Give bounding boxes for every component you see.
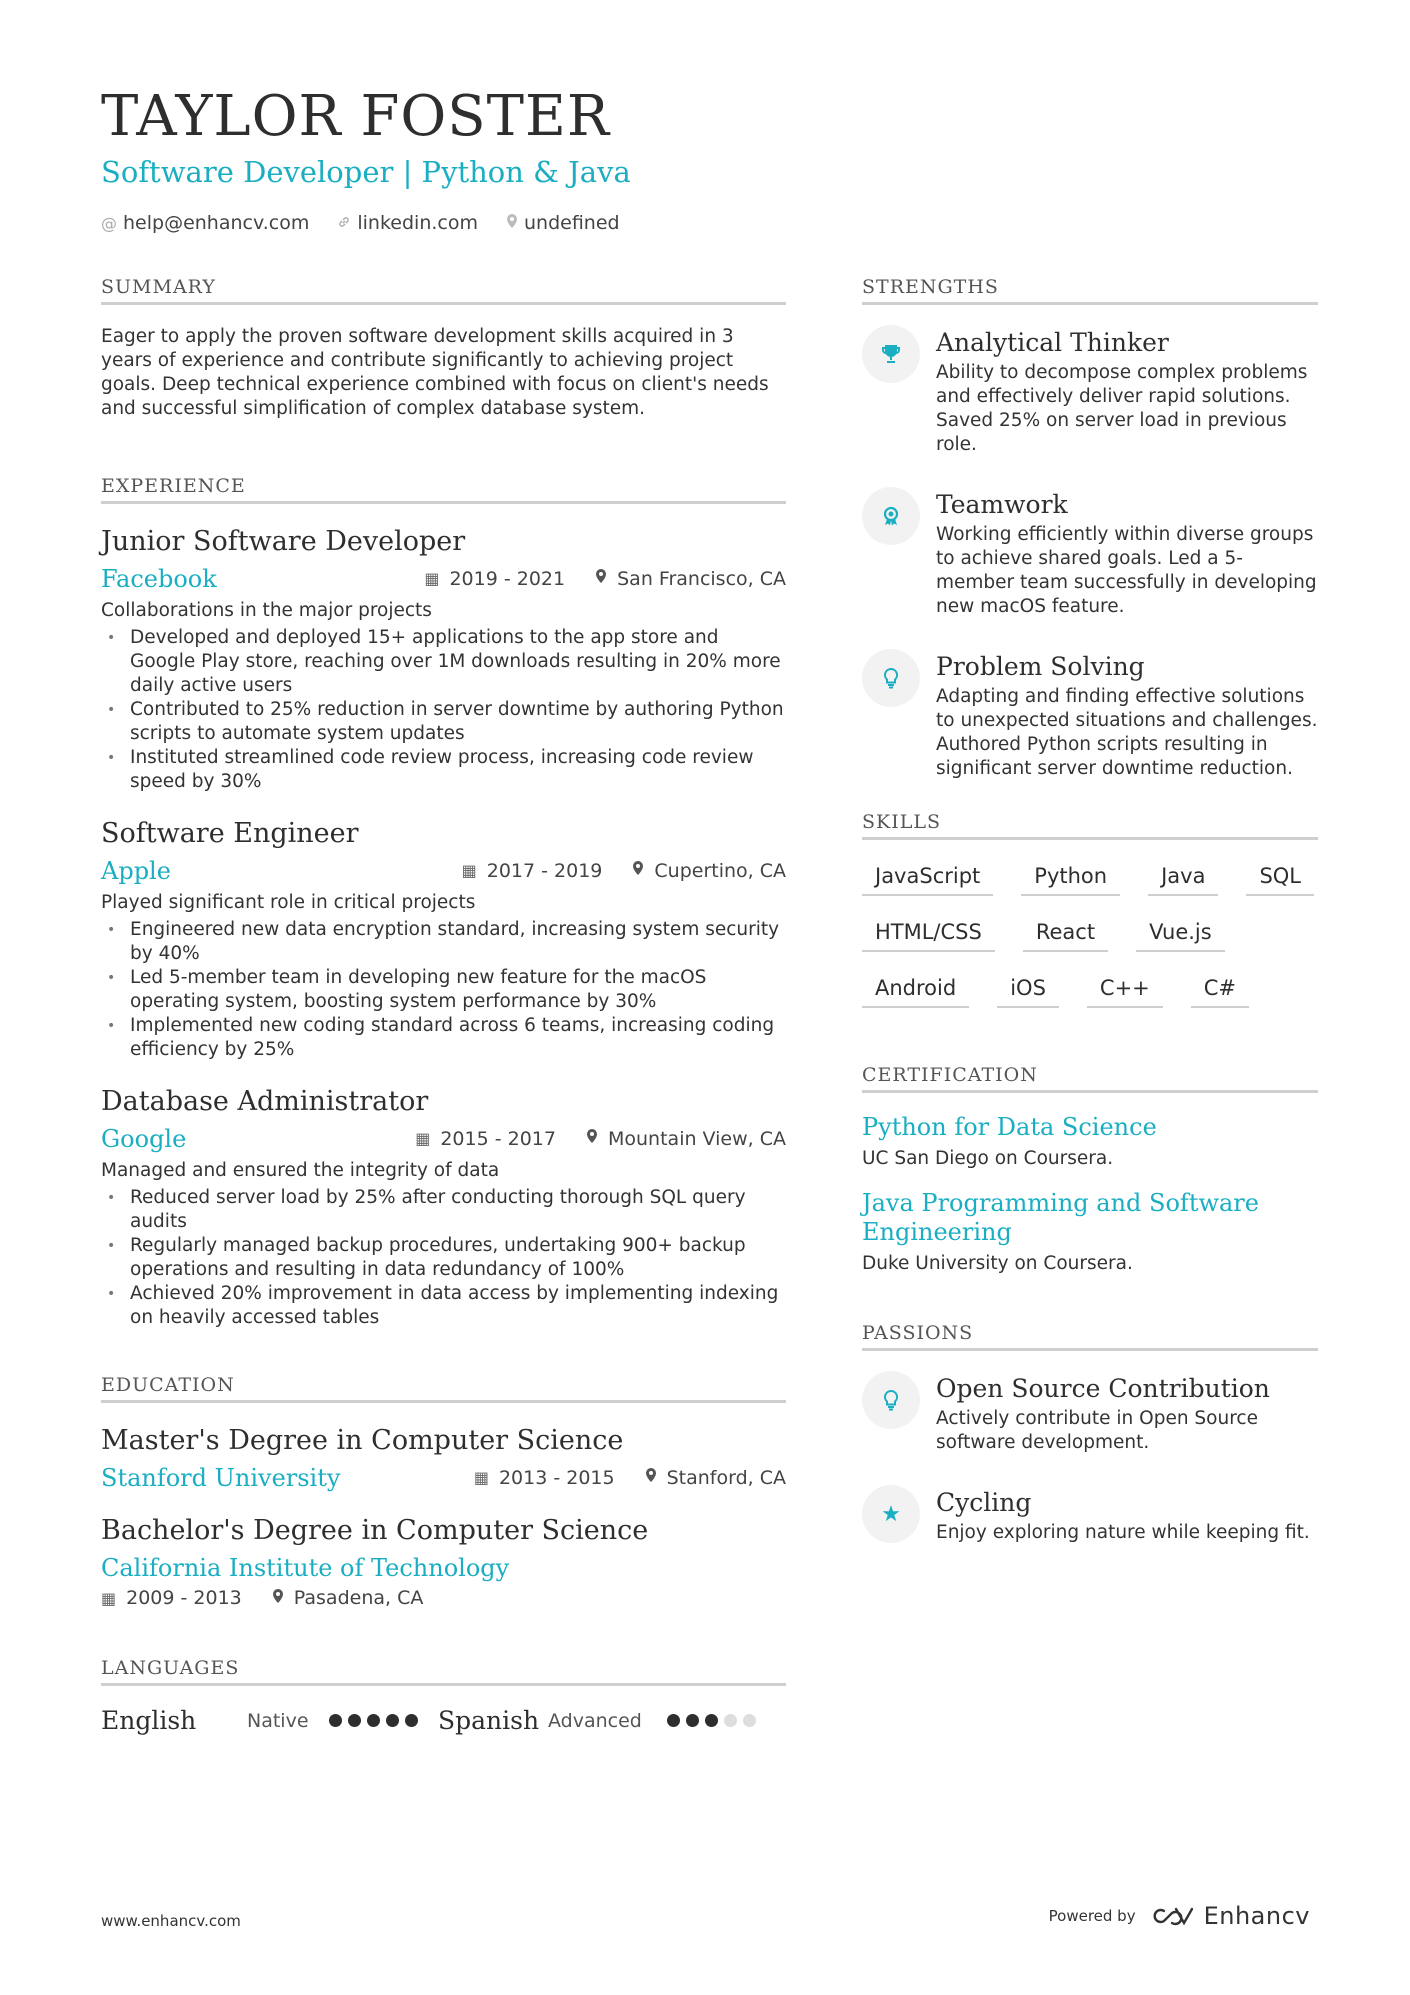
strength-item [862,487,1318,619]
location-icon [632,852,644,890]
skill-tag: iOS [997,970,1059,1008]
job-company: Apple [101,857,171,885]
skill-tag: C++ [1087,970,1163,1008]
experience-section [101,475,786,1330]
list-item: • Instituted streamlined code review process, increasing code review speed by 30% [101,746,786,794]
section-title: LANGUAGES [101,1657,786,1686]
skill-tag: Android [862,970,969,1008]
strength-description: Ability to decompose complex problems and effectively deliver rapid solutions. Saved 25% on server load in previous role. [936,362,1308,455]
rating-dot [667,1714,680,1727]
job-role: Junior Software Developer [101,526,466,557]
passion-description: Enjoy exploring nature while keeping fit. [936,1522,1310,1543]
list-item: • Implemented new coding standard across 6 teams, increasing coding efficiency by 25% [101,1014,786,1062]
job-company: Google [101,1125,187,1153]
strength-description: Working efficiently within diverse groups to achieve shared goals. Led a 5-member team successfully in developing new macOS feature. [936,524,1317,617]
job-bullets [101,1186,786,1330]
degree: Master's Degree in Computer Science [101,1425,624,1456]
passion-description: Actively contribute in Open Source software development. [936,1408,1258,1453]
language-name: Spanish [438,1706,540,1735]
job-description: Played significant role in critical projects [101,892,476,913]
skill-tag: JavaScript [862,858,993,896]
strength-title: Problem Solving [936,652,1145,681]
job-entry [101,524,786,794]
skill-tag: Python [1021,858,1120,896]
strength-title: Teamwork [936,490,1068,519]
calendar-icon: ▦ [101,1588,117,1608]
rating-dot [405,1714,418,1727]
contact-linkedin[interactable] [337,212,478,234]
certification-issuer: Duke University on Coursera. [862,1253,1133,1274]
brand-name: Enhancv [1203,1902,1310,1930]
contact-list [101,212,1321,234]
job-description: Collaborations in the major projects [101,600,432,621]
education-entry [101,1423,786,1497]
section-title: SKILLS [862,811,1318,840]
enhancv-logo-icon [1150,1905,1196,1927]
job-role: Software Engineer [101,818,359,849]
trophy-icon [862,325,920,383]
section-title: EDUCATION [101,1374,786,1403]
certification-item [862,1113,1318,1169]
list-item: • Achieved 20% improvement in data access by implementing indexing on heavily accessed tables [101,1282,786,1330]
location-icon [645,1459,657,1497]
brand-logo[interactable] [1150,1902,1310,1930]
job-location: Mountain View, CA [608,1128,786,1150]
certification-item [862,1189,1318,1274]
language-level: Native [247,1709,309,1732]
certification-issuer: UC San Diego on Coursera. [862,1148,1114,1169]
job-dates: 2019 - 2021 [449,568,566,590]
skills-section [862,811,1318,1008]
passions-section [862,1322,1318,1545]
lightbulb-icon [862,649,920,707]
list-item: • Engineered new data encryption standard, increasing system security by 40% [101,918,786,966]
lightbulb-icon [862,1371,920,1429]
languages-section [101,1657,786,1735]
education-entry [101,1513,786,1609]
rating-dot [348,1714,361,1727]
section-title: STRENGTHS [862,276,1318,305]
list-item: • Contributed to 25% reduction in server downtime by authoring Python scripts to automate system updates [101,698,786,746]
location-icon [272,1588,284,1608]
calendar-icon: ▦ [415,1129,431,1148]
skill-tag: Java [1148,858,1218,896]
passion-title: Cycling [936,1488,1032,1517]
job-bullets [101,918,786,1062]
calendar-icon: ▦ [424,569,440,588]
section-title: EXPERIENCE [101,475,786,504]
school: California Institute of Technology [101,1554,510,1582]
language-rating [329,1714,438,1727]
resume-header [101,82,1321,234]
edu-dates: 2009 - 2013 [126,1587,242,1609]
section-title: PASSIONS [862,1322,1318,1351]
at-icon: @ [101,213,117,233]
candidate-title: Software Developer | Python & Java [101,155,631,189]
job-location: Cupertino, CA [654,860,786,882]
job-entry [101,816,786,1062]
job-description: Managed and ensured the integrity of data [101,1160,500,1181]
edu-dates: 2013 - 2015 [498,1467,615,1489]
rating-dot [386,1714,399,1727]
strength-item [862,649,1318,781]
certification-title: Java Programming and Software Engineering [862,1189,1259,1246]
candidate-name: TAYLOR FOSTER [101,84,611,149]
rating-dot [329,1714,342,1727]
summary-text: Eager to apply the proven software development skills acquired in 3 years of experience and contribute significantly to achieving project goals. Deep technical experience combined with focus on client's needs and successful simplification of complex database system. [101,326,769,419]
section-title: SUMMARY [101,276,786,305]
skill-tag: HTML/CSS [862,914,995,952]
summary-section [101,276,786,421]
contact-location-text: undefined [524,212,620,234]
rating-dot [367,1714,380,1727]
certification-title: Python for Data Science [862,1113,1157,1141]
skill-tag: React [1023,914,1108,952]
job-company: Facebook [101,565,217,593]
passion-title: Open Source Contribution [936,1374,1270,1403]
calendar-icon: ▦ [473,1468,489,1487]
job-location: San Francisco, CA [617,568,786,590]
contact-email[interactable] [101,212,309,234]
list-item: • Developed and deployed 15+ applications to the app store and Google Play store, reaching over 1M downloads resulting in 20% more daily active users [101,626,786,698]
language-level: Advanced [548,1709,642,1732]
location-icon [506,213,518,233]
degree: Bachelor's Degree in Computer Science [101,1515,649,1546]
education-section [101,1374,786,1609]
strengths-section [862,276,1318,781]
job-bullets [101,626,786,794]
skills-list [862,858,1318,1008]
job-dates: 2017 - 2019 [486,860,603,882]
certification-section [862,1064,1318,1274]
strength-item [862,325,1318,457]
school: Stanford University [101,1464,341,1492]
passion-item [862,1485,1318,1545]
rating-dot [686,1714,699,1727]
edu-location: Pasadena, CA [293,1587,424,1609]
skill-tag: SQL [1246,858,1314,896]
strength-title: Analytical Thinker [936,328,1169,357]
skill-tag: Vue.js [1136,914,1225,952]
rating-dot [705,1714,718,1727]
calendar-icon: ▦ [461,861,477,880]
footer-website[interactable]: www.enhancv.com [101,1912,241,1930]
location-icon [586,1120,598,1158]
list-item: • Led 5-member team in developing new feature for the macOS operating system, boosting system performance by 30% [101,966,786,1014]
language-rating [667,1714,756,1727]
rating-dot [724,1714,737,1727]
contact-location [506,212,620,234]
right-column [862,276,1318,1575]
rating-dot [743,1714,756,1727]
language-row [101,1706,786,1735]
job-role: Database Administrator [101,1086,429,1117]
job-dates: 2015 - 2017 [440,1128,556,1150]
language-name: English [101,1706,197,1735]
list-item: • Reduced server load by 25% after conducting thorough SQL query audits [101,1186,786,1234]
job-entry [101,1084,786,1330]
edu-location: Stanford, CA [666,1467,786,1489]
powered-by-label: Powered by [1048,1907,1136,1925]
list-item: • Regularly managed backup procedures, undertaking 900+ backup operations and resulting in data redundancy of 100% [101,1234,786,1282]
contact-email-text: help@enhancv.com [123,212,310,234]
footer-branding [1049,1902,1310,1930]
location-icon [595,560,607,598]
section-title: CERTIFICATION [862,1064,1318,1093]
award-icon [862,487,920,545]
passion-item [862,1371,1318,1455]
skill-tag: C# [1191,970,1249,1008]
strength-description: Adapting and finding effective solutions to unexpected situations and challenges. Authored Python scripts resulting in significant server downtime reduction. [936,686,1318,779]
contact-linkedin-text: linkedin.com [357,212,478,234]
star-icon: ★ [862,1485,920,1543]
left-column [101,276,786,1735]
link-icon [337,214,351,233]
